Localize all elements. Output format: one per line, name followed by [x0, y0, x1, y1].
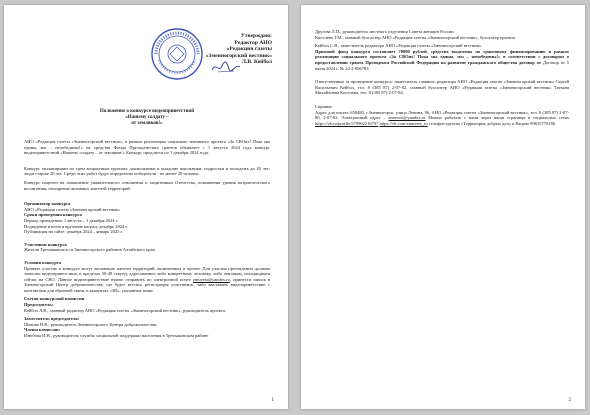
organizer-value: АНО «Редакция газеты «Змеиногорский вестник» [24, 206, 120, 212]
grant-contract: Договор от 5 июля 2024 г. № 24-2-006783 [315, 59, 570, 71]
contacts-paragraph [315, 110, 569, 127]
jury-member: Кейбол С.В., заместитель редактора АНО «Редакция газеты «Змеиногорский вестник». [315, 43, 483, 49]
email-link[interactable]: zmuvest@yandex.ru [388, 115, 426, 121]
jury-member: Другова Л.П., руководитель местного отделения Совета женщин России [315, 29, 454, 34]
vk-profile-link[interactable]: https://vk.ru/profile/579962216707 [315, 120, 379, 126]
contacts-text: Можно работать с нами через наши страницы в социальных сетях [428, 115, 569, 121]
contacts-text: Адрес для писем: 658480, г.Змеиногорск, улица Ленина, 96, АНО «Редакция газеты «Змеиногорский вестник», тел. 8 (385 87) 2-07-80, 2-07-82. Электронный адрес – [315, 109, 569, 121]
organizer-heading: Организатор конкурса [24, 201, 71, 207]
deputy-heading: Заместитель председателя: [24, 316, 80, 322]
page-number: 1 [271, 398, 274, 403]
participants-heading: Участники конкурса [24, 241, 67, 247]
terms-heading: Сроки проведения конкурса [24, 212, 82, 218]
terms-item: Подведение итогов и вручение наград: декабрь 2024 г. [24, 223, 128, 229]
organization-seal [150, 27, 204, 81]
contacts-heading: Справки: [315, 103, 333, 109]
intro-paragraph: АНО «Редакция газеты «Змеиногорский вестник», в рамках реализации социально значимого проекта «За СВОих! Пока мы едины, мы – непобедимы!» на средства Фонда Президентских грантов объявляет с 1 августа 2024 года конкурс видеоприветствий «Нашему солдату – от земляков!» Конкурс продлится по 1 декабря 2024 года. [24, 139, 270, 156]
approval-line: «Змеиногорский вестник» [205, 52, 272, 59]
page-1-body [24, 109, 270, 339]
responsible-paragraph: Ответственные за проведение конкурса: заместитель главного редактора АНО «Редакция газеты «Змеиногорский вестник» Сергей Васильевич Кейбол, тел. 8 (385 87) 2-07-82, главный бухгалтер АНО «Редакция газеты «Змеиногорский вестник» Татьяна Михайловна Киселева, тел. 8 (385 87) 2-07-84. [315, 79, 569, 96]
chair-heading: Председатель: [24, 302, 54, 308]
deputy-value: Шакова Н.В., руководитель Змеиногорского Центра добровольчества. [24, 321, 158, 327]
page-number: 2 [568, 398, 571, 403]
jury-heading: Состав конкурсной комиссии [24, 296, 85, 302]
title-line: от земляков!» [131, 121, 163, 126]
conditions-heading: Условия конкурса [24, 259, 62, 265]
prize-fund-text: Призовой фонд конкурса составляет 70000 рублей, средства выделены по грантовому финансированию в рамках реализации социального проекта «За СВОих! Пока мы едины, мы – непобедимы!» в соответствии с договором о предоставлении гранта Президента Российской Федерации на развитие гражданского общества договор от [315, 48, 569, 65]
approval-block [206, 33, 272, 66]
prize-fund-paragraph [315, 49, 569, 71]
conditions-paragraph [24, 266, 270, 294]
members-heading: Члены комиссии: [24, 327, 61, 333]
page-2-body [315, 29, 569, 129]
terms-item: Период проведения: 1 августа – 1 декабря 2024 г. [24, 217, 119, 223]
document-page-1 [4, 5, 288, 409]
conditions-text: , принести запись в Змеиногорский Центр добровольчества, где будет вестись регистрация участников, либо выставить видеоприветствие с контактами для обратной связи, в аккаунтах «ЗВ», указанных ниже. [24, 276, 270, 293]
terms-item: Публикация на сайте: декабрь 2024 – январь 2025 г. [24, 229, 123, 235]
approval-line: Л.В. Кейбол [241, 59, 272, 66]
participants-value: Жители Третьяковского и Змеиногорского районов Алтайского края. [24, 247, 156, 253]
title-line: Положение о конкурсе видеоприветствий [99, 109, 195, 114]
title-line: «Нашему солдату – [125, 115, 169, 120]
age-groups-paragraph: Конкурс запланирован по трем возрастным группам: дошкольники и младшие школьники; подростки и молодежь до 20 лет; люди старше 20 лет. Среди этих работ будут определены победители - не менее 20 человек. [24, 165, 270, 177]
document-page-2 [301, 5, 585, 409]
contacts-text: телефон группы «Территория добрых дел» в Вацапе 89635770186 [428, 120, 555, 126]
goal-paragraph: Конкурс нацелен на повышение уважительного отношения к защитникам Отечества, повышения уровня патриотического воспитания, поощрение активных жителей территорий. [24, 179, 270, 191]
members-value: Изюбова И.Н., руководитель службы социальной поддержки населения в Третьяковском районе [24, 333, 209, 339]
vk-group-link[interactable]: https://vk.com/zmuvest_ru [379, 120, 428, 126]
approval-line: Утверждаю: [240, 33, 272, 39]
document-title [24, 109, 270, 127]
chair-value: Кейбол Л.В., главный редактор АНО «Редакция газеты «Змеиногорский вестник», руководитель проекта. [24, 307, 227, 313]
email-link[interactable]: zmuvest@yandex.ru [192, 276, 230, 282]
conditions-text: Принять участие в конкурсе могут желающие жители территорий, включенных в проект. Для участия претенденты должны записать видеоприветствие, в пределах 30-40 секунд, адресованное либо конкретному человеку, либо землякам, находящимся сейчас на СВО. Данное видеоприветствие нужно отправить по электронной почте [24, 265, 270, 282]
jury-member: Киселева Т.М., главный бухгалтер АНО «Редакция газеты «Змеиногорский вестник», бухгалтер проекта. [315, 34, 517, 40]
approval-line: «Редакция газеты [226, 46, 272, 53]
approval-line: Редактор АНО [234, 39, 272, 46]
